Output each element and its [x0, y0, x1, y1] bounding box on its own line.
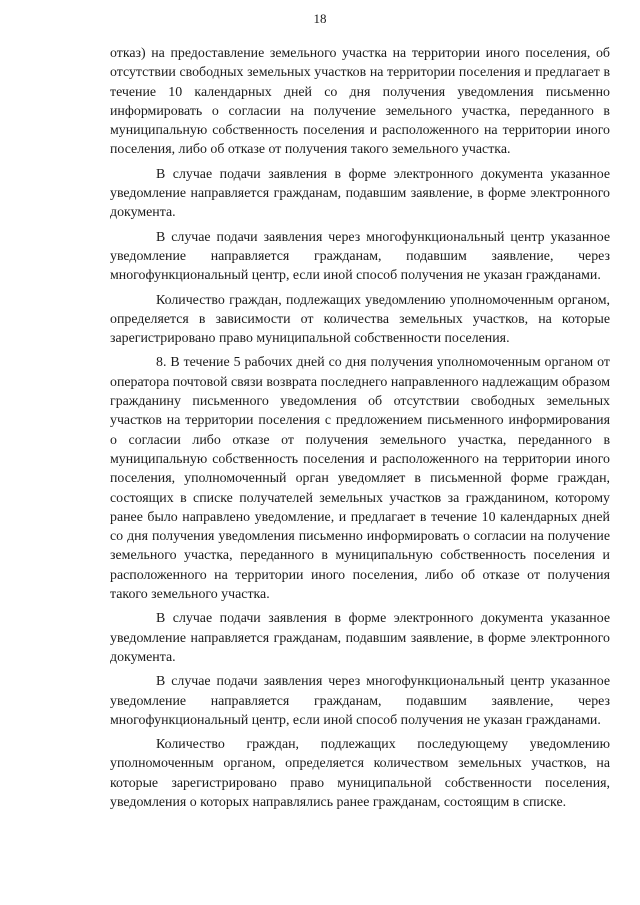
- paragraph-citizen-count: Количество граждан, подлежащих уведомлению уполномоченным органом, определяется в зависимости от количества земельных участков, на которые зарегистрировано право муниципальной собственности поселения.: [110, 292, 610, 347]
- paragraph-mfc-notice-2: В случае подачи заявления через многофункциональный центр указанное уведомление направляется гражданам, подавшим заявление, через многофункциональный центр, если иной способ получения не указан гражданами.: [110, 674, 610, 728]
- paragraph-mfc-notice: В случае подачи заявления через многофункциональный центр указанное уведомление направляется гражданам, подавшим заявление, через многофункциональный центр, если иной способ получения не указан гражданами.: [110, 229, 610, 284]
- page-number: 18: [313, 11, 327, 26]
- paragraph-electronic-notice-2: В случае подачи заявления в форме электронного документа указанное уведомление направляется гражданам, подавшим заявление, в форме электронного документа.: [110, 611, 610, 665]
- document-body: [110, 44, 610, 817]
- paragraph-subsequent-count: Количество граждан, подлежащих последующему уведомлению уполномоченным органом, определяется количеством земельных участков, на которые зарегистрировано право муниципальной собственности поселения, уведомления о которых направлялись ранее гражданам, состоящим в списке.: [110, 737, 610, 810]
- paragraph-continuation: отказ) на предоставление земельного участка на территории иного поселения, об отсутствии свободных земельных участков на территории поселения и предлагает в течение 10 календарных дней со дня получения уведомления письменно информировать о согласии на получение земельного участка, переданного в муниципальную собственность поселения и расположенного на территории иного поселения, либо об отказе от получения такого земельного участка.: [110, 46, 610, 158]
- paragraph-item-8: 8. В течение 5 рабочих дней со дня получения уполномоченным органом от оператора почтовой связи возврата последнего направленного надлежащим образом гражданину письменного уведомления об отсутствии свободных земельных участков на территории поселения с предложением письменного информирования о согласии либо отказе от получения земельного участка, переданного в муниципальную собственность поселения и расположенного на территории иного поселения, уполномоченный орган уведомляет в письменной форме граждан, состоящих в списке получателей земельных участков за гражданином, которому ранее было направлено уведомление, и предлагает в течение 10 календарных дней со дня получения уведомления письменно информировать о согласии на получение земельного участка, переданного в муниципальную собственность поселения и расположенного на территории иного поселения, либо об отказе от получения такого земельного участка.: [110, 355, 610, 603]
- paragraph-electronic-notice: В случае подачи заявления в форме электронного документа указанное уведомление направляется гражданам, подавшим заявление, в форме электронного документа.: [110, 166, 610, 221]
